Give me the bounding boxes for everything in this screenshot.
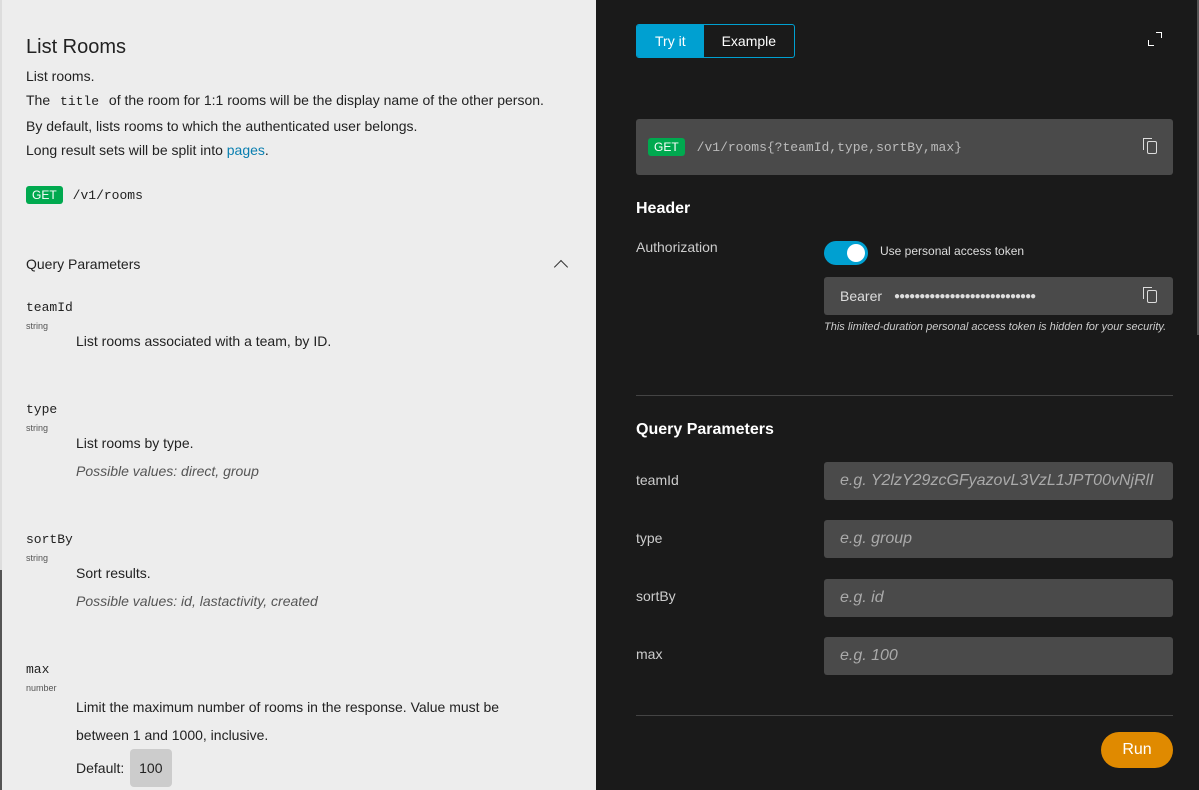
param-type: type string List rooms by type. Possible values: direct, group xyxy=(26,402,259,479)
expand-icon[interactable] xyxy=(1148,32,1162,46)
header-title: Header xyxy=(636,200,691,217)
mode-tabs xyxy=(636,24,795,58)
sortBy-input[interactable] xyxy=(824,579,1173,617)
run-button[interactable]: Run xyxy=(1101,732,1173,768)
page-title: List Rooms xyxy=(26,36,127,58)
request-url: GET /v1/rooms{?teamId,type,sortBy,max} xyxy=(636,119,1173,175)
param-max: max number Limit the maximum number of rooms in the response. Value must be between 1 and 1000, inclusive. Default: 100 xyxy=(26,662,546,787)
personal-token-toggle[interactable] xyxy=(824,241,868,265)
divider xyxy=(636,715,1173,716)
chevron-up-icon xyxy=(554,260,568,274)
try-it-panel: Try it Example GET /v1/rooms{?teamId,type,sortBy,max} Header Authorization Use personal access token Bearer ●●●●●●●●●●●●●●●●●●●●●●●●●●●● This limited-duration personal access token is hidden for your security. Query Parameters teamId e.g. Y2lzY29zcGFyazovL3VzL1JPT00vNjRlI type e.g. group sortBy e.g. id max e.g. 100 Run xyxy=(596,0,1199,790)
copy-icon[interactable] xyxy=(1147,290,1157,303)
method-badge: GET xyxy=(26,186,63,204)
copy-icon[interactable] xyxy=(1147,141,1157,154)
bearer-token-field: Bearer ●●●●●●●●●●●●●●●●●●●●●●●●●●●● xyxy=(824,277,1173,315)
divider xyxy=(636,395,1173,396)
query-title: Query Parameters xyxy=(636,421,774,438)
description: List rooms. The title of the room for 1:1 rooms will be the display name of the other person. By default, lists rooms to which the authenticated user belongs. Long result sets will be split into pages. xyxy=(26,68,544,158)
max-input[interactable] xyxy=(824,637,1173,675)
endpoint: GET /v1/rooms xyxy=(26,186,143,204)
tab-example[interactable]: Example xyxy=(721,33,777,49)
teamId-input[interactable] xyxy=(824,462,1173,500)
param-teamId: teamId string List rooms associated with a team, by ID. xyxy=(26,300,332,349)
pages-link[interactable]: pages xyxy=(226,142,265,158)
type-input[interactable] xyxy=(824,520,1173,558)
tab-try-it[interactable]: Try it xyxy=(637,25,704,57)
docs-panel xyxy=(0,0,596,790)
query-parameters-toggle[interactable]: Query Parameters xyxy=(26,256,570,272)
param-sortBy: sortBy string Sort results. Possible values: id, lastactivity, created xyxy=(26,532,318,609)
